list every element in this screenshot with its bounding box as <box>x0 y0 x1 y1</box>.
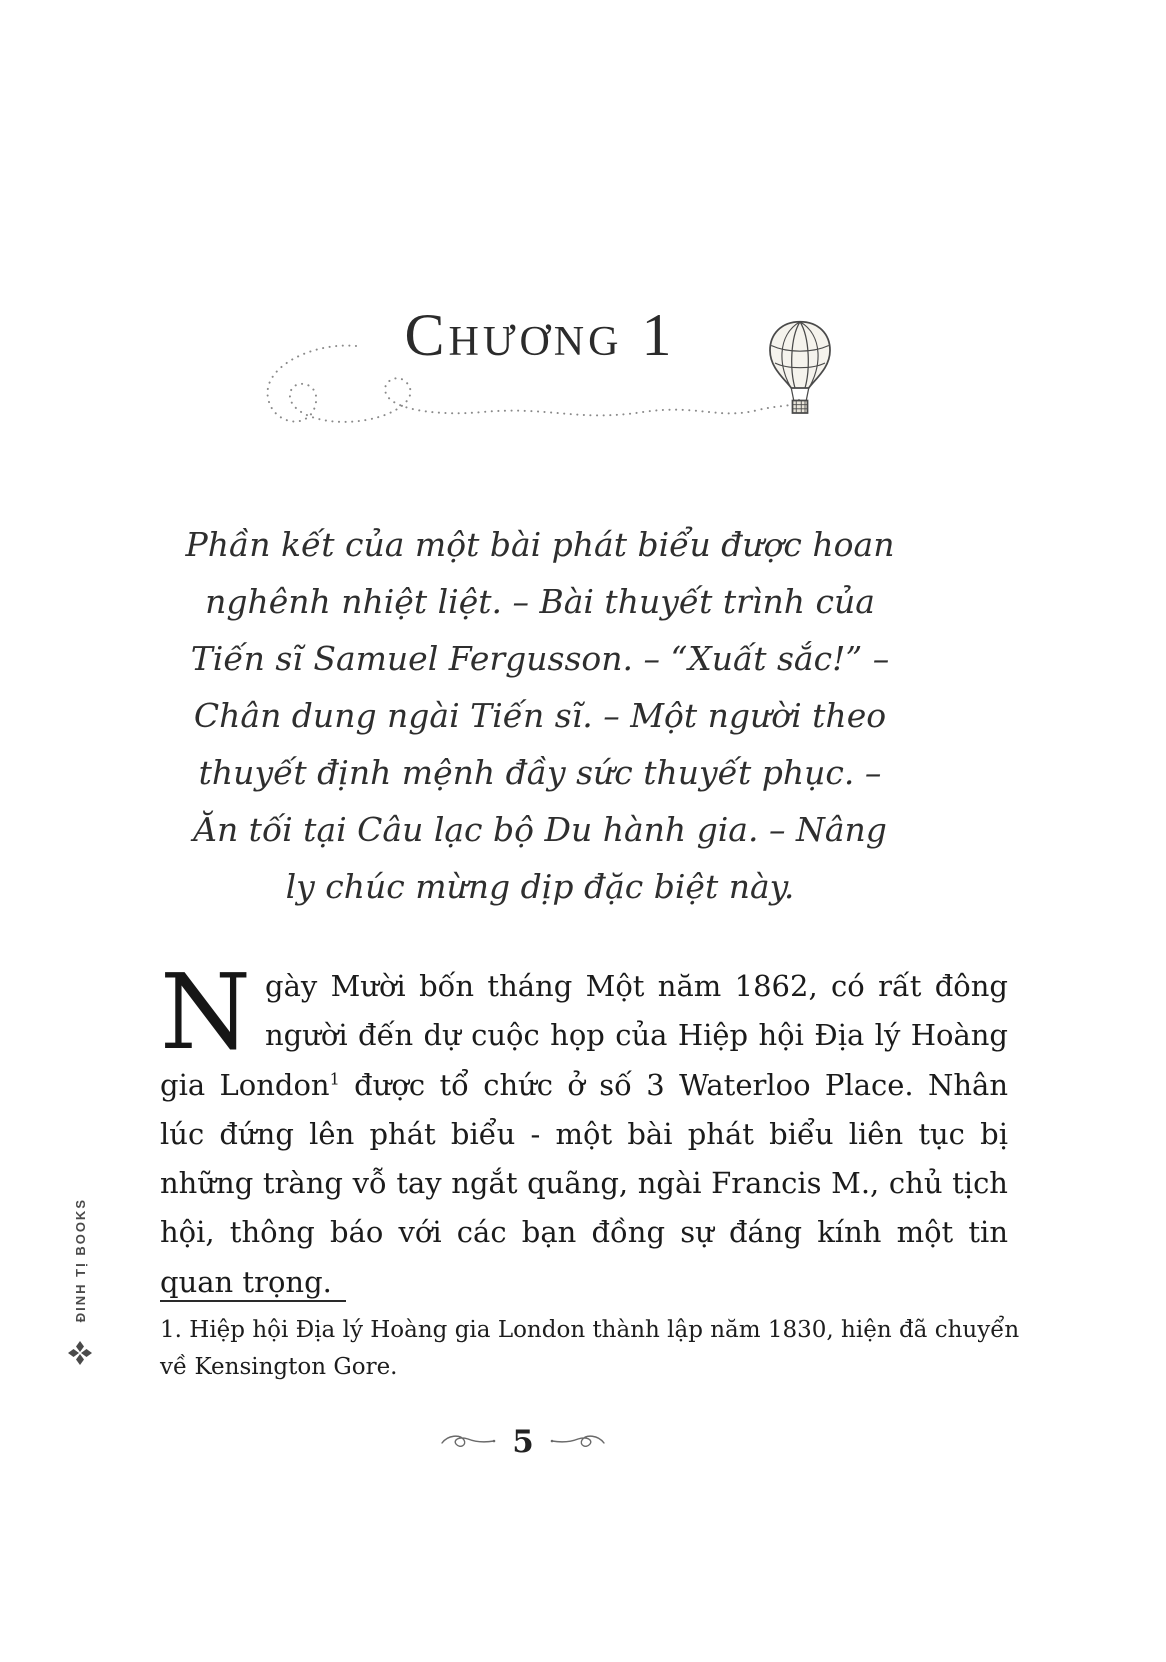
flourish-left-icon <box>440 1432 496 1452</box>
footnote-text: 1. Hiệp hội Địa lý Hoàng gia London thành lập năm 1830, hiện đã chuyển về Kensington Gore. <box>160 1317 1020 1380</box>
footnote-reference: 1 <box>329 1068 340 1088</box>
flourish-right-icon <box>550 1432 606 1452</box>
publisher-name: ĐINH TỊ BOOKS <box>72 1198 88 1323</box>
page-number: 5 <box>512 1424 534 1460</box>
publisher-logo-icon <box>67 1340 93 1366</box>
hot-air-balloon-icon <box>762 318 838 418</box>
flourish-line-icon <box>248 332 808 450</box>
publisher-mark <box>60 1198 100 1366</box>
body-paragraph <box>160 951 1008 1307</box>
chapter-summary: Phần kết của một bài phát biểu được hoan nghênh nhiệt liệt. – Bài thuyết trình của Tiến sĩ Samuel Fergusson. – “Xuất sắc!” – Chân dung ngài Tiến sĩ. – Một người theo thuyết định mệnh đầy sức thuyết phục. – Ăn tối tại Câu lạc bộ Du hành gia. – Nâng ly chúc mừng dịp đặc biệt này. <box>185 525 895 907</box>
body-text-after-ref: được tổ chức ở số 3 Waterloo Place. Nhân lúc đứng lên phát biểu - một bài phát biểu liên tục bị những tràng vỗ tay ngắt quãng, ngài Francis M., chủ tịch hội, thông báo với các bạn đồng sự đáng kính một tin quan trọng. <box>160 1067 1008 1299</box>
footnote <box>160 1300 1030 1386</box>
chapter-title: Chương 1 <box>404 302 676 368</box>
footnote-divider <box>160 1300 346 1302</box>
drop-cap: N <box>160 951 251 1073</box>
page-footer <box>373 1424 673 1460</box>
body-text-before-ref: gày Mười bốn tháng Một năm 1862, có rất đông người đến dự cuộc họp của Hiệp hội Địa lý Hoàng gia London <box>160 969 1008 1102</box>
